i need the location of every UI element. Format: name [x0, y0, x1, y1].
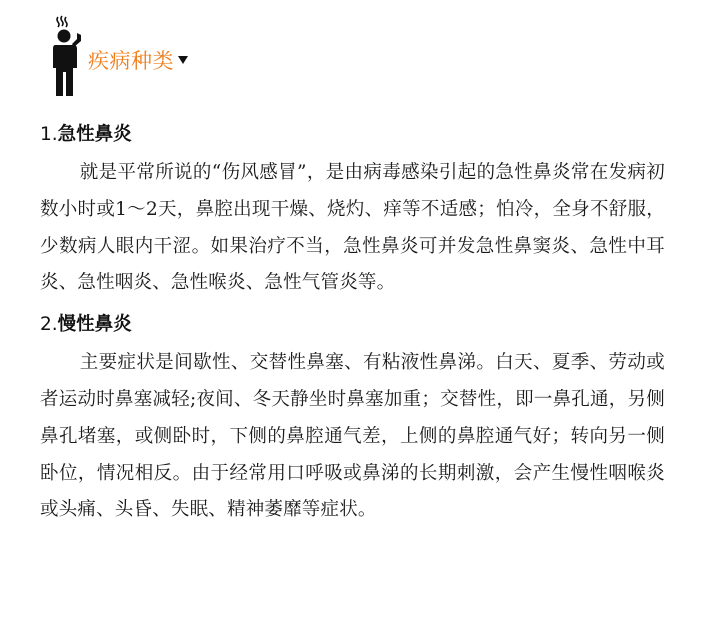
section-title: 急性鼻炎 [57, 124, 132, 145]
section-header [50, 14, 188, 100]
section-acute-rhinitis [40, 120, 665, 302]
header-title: 疾病种类 [88, 49, 174, 73]
article-content [40, 120, 665, 529]
section-number: 2. [40, 314, 58, 336]
caret-down-icon [178, 56, 188, 64]
section-body: 主要症状是间歇性、交替性鼻塞、有粘液性鼻涕。白天、夏季、劳动或者运动时鼻塞减轻;夜间、冬天静坐时鼻塞加重；交替性，即一鼻孔通，另侧鼻孔堵塞，或侧卧时，下侧的鼻腔通气差，上侧的鼻腔通气好；转向另一侧卧位，情况相反。由于经常用口呼吸或鼻涕的长期刺激，会产生慢性咽喉炎或头痛、头昏、失眠、精神萎靡等症状。 [40, 352, 665, 521]
section-chronic-rhinitis [40, 310, 665, 529]
section-heading [40, 310, 665, 340]
section-title: 慢性鼻炎 [57, 314, 132, 336]
category-dropdown[interactable] [88, 45, 188, 75]
sick-person-icon [50, 14, 84, 98]
section-number: 1. [40, 124, 58, 145]
section-heading [40, 120, 665, 150]
section-body: 就是平常所说的“伤风感冒”，是由病毒感染引起的急性鼻炎常在发病初数小时或1～2天，鼻腔出现干燥、烧灼、痒等不适感；怕冷，全身不舒服，少数病人眼内干涩。如果治疗不当，急性鼻炎可并发急性鼻窦炎、急性中耳炎、急性咽炎、急性喉炎、急性气管炎等。 [40, 162, 665, 294]
